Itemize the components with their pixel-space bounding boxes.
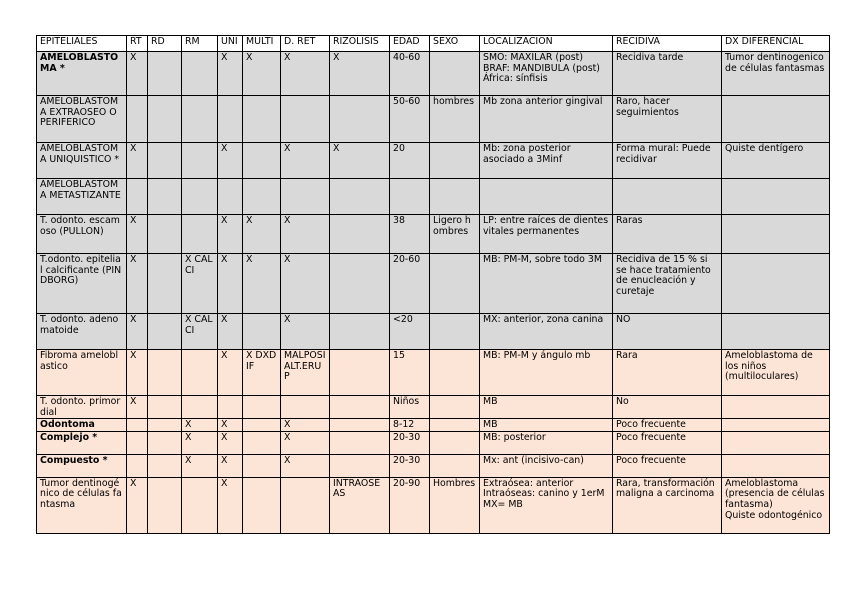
cell-uni bbox=[218, 215, 243, 254]
cell-line: Raras bbox=[616, 215, 643, 226]
cell-rt bbox=[127, 143, 148, 179]
cell-localizacion bbox=[480, 179, 613, 215]
cell-rm bbox=[182, 477, 218, 533]
cell-line: X bbox=[284, 143, 291, 154]
cell-line: Quiste odontogénico bbox=[725, 509, 823, 521]
cell-line: Ameloblastoma de los niños (multiloculares) bbox=[725, 350, 813, 383]
cell-line: MX= MB bbox=[483, 498, 523, 510]
cell-recidiva bbox=[613, 431, 722, 454]
cell-line: 8-12 bbox=[393, 419, 415, 431]
cell-line: 20 bbox=[393, 143, 405, 154]
cell-line: 20-30 bbox=[393, 454, 421, 466]
cell-rt bbox=[127, 96, 148, 143]
cell-localizacion bbox=[480, 52, 613, 96]
header-rd: RD bbox=[148, 36, 182, 52]
cell-d-ret bbox=[281, 454, 330, 477]
cell-multi bbox=[243, 215, 281, 254]
cell-dx-diferencial bbox=[722, 477, 830, 533]
cell-edad bbox=[390, 350, 430, 396]
cell-edad bbox=[390, 96, 430, 143]
cell-line: X bbox=[185, 454, 192, 466]
table-row bbox=[37, 431, 830, 454]
cell-line: Recidiva de 15 % si se hace tratamiento de enucleación y curetaje bbox=[616, 254, 711, 297]
cell-dx-diferencial bbox=[722, 419, 830, 432]
cell-line: MB: posterior bbox=[483, 431, 546, 443]
table-row bbox=[37, 477, 830, 533]
cell-localizacion bbox=[480, 454, 613, 477]
table-row bbox=[37, 254, 830, 314]
cell-recidiva bbox=[613, 96, 722, 143]
cell-recidiva bbox=[613, 314, 722, 350]
cell-rm bbox=[182, 419, 218, 432]
cell-rd bbox=[148, 179, 182, 215]
cell-dx-diferencial bbox=[722, 179, 830, 215]
cell-rizolisis bbox=[330, 419, 390, 432]
table-row bbox=[37, 454, 830, 477]
cell-line: No bbox=[616, 396, 629, 407]
cell-line: BRAF: MANDIBULA (post) bbox=[483, 62, 600, 74]
header-row bbox=[37, 36, 830, 52]
cell-epiteliales bbox=[37, 96, 127, 143]
cell-d-ret bbox=[281, 215, 330, 254]
cell-dx-diferencial bbox=[722, 314, 830, 350]
cell-line: hombres bbox=[433, 96, 475, 107]
cell-localizacion bbox=[480, 477, 613, 533]
cell-rm bbox=[182, 314, 218, 350]
table-row bbox=[37, 314, 830, 350]
header-localizacion: LOCALIZACION bbox=[480, 36, 613, 52]
cell-line: X bbox=[221, 52, 228, 63]
cell-line: Hombres bbox=[433, 477, 476, 489]
cell-line: 40-60 bbox=[393, 52, 421, 63]
cell-multi bbox=[243, 96, 281, 143]
cell-recidiva bbox=[613, 350, 722, 396]
cell-rizolisis bbox=[330, 454, 390, 477]
cell-sexo bbox=[430, 215, 480, 254]
cell-line: T. odonto. escamoso (PULLON) bbox=[40, 215, 120, 237]
cell-line: LP: entre raíces de dientes vitales permanentes bbox=[483, 215, 609, 237]
cell-line: X bbox=[284, 431, 291, 443]
cell-dx-diferencial bbox=[722, 143, 830, 179]
cell-line: <20 bbox=[393, 314, 413, 325]
cell-sexo bbox=[430, 314, 480, 350]
cell-line: X bbox=[246, 52, 253, 63]
cell-line: AMELOBLASTOMA UNIQUISTICO * bbox=[40, 143, 120, 165]
cell-recidiva bbox=[613, 143, 722, 179]
cell-line: MB: PM-M y ángulo mb bbox=[483, 350, 591, 361]
cell-line: Recidiva tarde bbox=[616, 52, 684, 63]
cell-line: Tumor dentinogenico de células fantasmas bbox=[725, 52, 825, 74]
cell-line: 20-60 bbox=[393, 254, 421, 265]
cell-edad bbox=[390, 431, 430, 454]
cell-rizolisis bbox=[330, 52, 390, 96]
cell-rd bbox=[148, 396, 182, 419]
cell-line: X bbox=[284, 254, 291, 265]
cell-rt bbox=[127, 454, 148, 477]
cell-rm bbox=[182, 179, 218, 215]
header-rt: RT bbox=[127, 36, 148, 52]
cell-uni bbox=[218, 431, 243, 454]
cell-line: X bbox=[246, 254, 253, 265]
cell-line: X bbox=[284, 419, 291, 431]
cell-edad bbox=[390, 215, 430, 254]
cell-uni bbox=[218, 396, 243, 419]
cell-sexo bbox=[430, 477, 480, 533]
cell-rizolisis bbox=[330, 179, 390, 215]
cell-sexo bbox=[430, 96, 480, 143]
cell-rt bbox=[127, 179, 148, 215]
cell-line: Ligero hombres bbox=[433, 215, 471, 237]
cell-line: X bbox=[284, 52, 291, 63]
cell-sexo bbox=[430, 431, 480, 454]
cell-uni bbox=[218, 477, 243, 533]
cell-line: T.odonto. epitelial calcificante (PINDBORG) bbox=[40, 254, 122, 287]
cell-line: MX: anterior, zona canina bbox=[483, 314, 604, 325]
cell-line: X bbox=[221, 419, 228, 431]
cell-line: Complejo * bbox=[40, 431, 98, 443]
cell-rizolisis bbox=[330, 96, 390, 143]
cell-line: X bbox=[130, 477, 137, 489]
header-sexo: SEXO bbox=[430, 36, 480, 52]
cell-line: X bbox=[333, 52, 340, 63]
cell-rt bbox=[127, 350, 148, 396]
cell-dx-diferencial bbox=[722, 96, 830, 143]
cell-line: Fibroma ameloblastico bbox=[40, 350, 119, 372]
cell-uni bbox=[218, 314, 243, 350]
cell-rm bbox=[182, 350, 218, 396]
header-uni: UNI bbox=[218, 36, 243, 52]
table-row bbox=[37, 143, 830, 179]
cell-line: X bbox=[221, 477, 228, 489]
cell-sexo bbox=[430, 454, 480, 477]
cell-line: Compuesto * bbox=[40, 454, 108, 466]
cell-rt bbox=[127, 254, 148, 314]
cell-line: SMO: MAXILAR (post) bbox=[483, 52, 583, 63]
cell-line: X bbox=[185, 419, 192, 431]
cell-line: X bbox=[221, 215, 228, 226]
cell-rm bbox=[182, 431, 218, 454]
cell-multi bbox=[243, 179, 281, 215]
cell-line: X bbox=[130, 396, 137, 407]
cell-dx-diferencial bbox=[722, 454, 830, 477]
cell-epiteliales bbox=[37, 143, 127, 179]
cell-dx-diferencial bbox=[722, 254, 830, 314]
cell-line: X bbox=[221, 350, 228, 361]
cell-rt bbox=[127, 419, 148, 432]
cell-line: NO bbox=[616, 314, 631, 325]
cell-line: AMELOBLASTOMA * bbox=[40, 52, 119, 74]
cell-rd bbox=[148, 143, 182, 179]
cell-edad bbox=[390, 254, 430, 314]
cell-line: Ameloblastoma (presencia de células fantasma) bbox=[725, 477, 825, 510]
table-row bbox=[37, 52, 830, 96]
cell-multi bbox=[243, 477, 281, 533]
cell-multi bbox=[243, 419, 281, 432]
cell-d-ret bbox=[281, 419, 330, 432]
cell-rt bbox=[127, 431, 148, 454]
cell-recidiva bbox=[613, 454, 722, 477]
cell-sexo bbox=[430, 419, 480, 432]
cell-uni bbox=[218, 179, 243, 215]
cell-line: MALPOSI ALT.ERUP bbox=[284, 350, 326, 383]
cell-line: X CALCI bbox=[185, 254, 213, 276]
cell-multi bbox=[243, 431, 281, 454]
cell-line: Rara bbox=[616, 350, 638, 361]
cell-line: Quiste dentígero bbox=[725, 143, 804, 154]
cell-epiteliales bbox=[37, 254, 127, 314]
header-rizolisis: RIZOLISIS bbox=[330, 36, 390, 52]
cell-edad bbox=[390, 454, 430, 477]
cell-dx-diferencial bbox=[722, 431, 830, 454]
cell-line: Poco frecuente bbox=[616, 454, 686, 466]
cell-sexo bbox=[430, 143, 480, 179]
cell-multi bbox=[243, 143, 281, 179]
cell-edad bbox=[390, 314, 430, 350]
cell-line: MB: PM-M, sobre todo 3M bbox=[483, 254, 602, 265]
cell-line: X bbox=[221, 431, 228, 443]
cell-d-ret bbox=[281, 179, 330, 215]
cell-localizacion bbox=[480, 396, 613, 419]
header-dx-diferencial: DX DIFERENCIAL bbox=[722, 36, 830, 52]
cell-line: MB bbox=[483, 419, 498, 431]
cell-line: X bbox=[221, 454, 228, 466]
cell-line: 20-90 bbox=[393, 477, 421, 489]
cell-line: X bbox=[221, 314, 228, 325]
cell-line: X bbox=[221, 143, 228, 154]
cell-epiteliales bbox=[37, 396, 127, 419]
table-row bbox=[37, 350, 830, 396]
cell-d-ret bbox=[281, 52, 330, 96]
cell-line: X DXDIF bbox=[246, 350, 277, 372]
cell-dx-diferencial bbox=[722, 215, 830, 254]
cell-sexo bbox=[430, 52, 480, 96]
cell-uni bbox=[218, 143, 243, 179]
cell-d-ret bbox=[281, 96, 330, 143]
cell-sexo bbox=[430, 254, 480, 314]
cell-recidiva bbox=[613, 254, 722, 314]
cell-rt bbox=[127, 396, 148, 419]
cell-line: X bbox=[221, 254, 228, 265]
cell-d-ret bbox=[281, 314, 330, 350]
cell-rd bbox=[148, 215, 182, 254]
cell-line: X bbox=[246, 215, 253, 226]
cell-uni bbox=[218, 350, 243, 396]
cell-recidiva bbox=[613, 396, 722, 419]
cell-multi bbox=[243, 254, 281, 314]
cell-uni bbox=[218, 52, 243, 96]
cell-line: MB bbox=[483, 396, 498, 407]
cell-edad bbox=[390, 143, 430, 179]
cell-dx-diferencial bbox=[722, 350, 830, 396]
cell-rd bbox=[148, 454, 182, 477]
cell-rizolisis bbox=[330, 314, 390, 350]
header-edad: EDAD bbox=[390, 36, 430, 52]
header-multi: MULTI bbox=[243, 36, 281, 52]
cell-line: T. odonto. primordial bbox=[40, 396, 121, 418]
cell-line: X bbox=[284, 215, 291, 226]
cell-localizacion bbox=[480, 143, 613, 179]
cell-uni bbox=[218, 96, 243, 143]
cell-line: Odontoma bbox=[40, 419, 95, 431]
cell-rd bbox=[148, 477, 182, 533]
cell-localizacion bbox=[480, 314, 613, 350]
cell-line: T. odonto. adenomatoide bbox=[40, 314, 119, 336]
cell-edad bbox=[390, 396, 430, 419]
cell-rt bbox=[127, 314, 148, 350]
cell-line: X bbox=[333, 143, 340, 154]
cell-line: X bbox=[130, 350, 137, 361]
header-recidiva: RECIDIVA bbox=[613, 36, 722, 52]
cell-rt bbox=[127, 477, 148, 533]
cell-sexo bbox=[430, 396, 480, 419]
cell-epiteliales bbox=[37, 431, 127, 454]
cell-uni bbox=[218, 254, 243, 314]
cell-recidiva bbox=[613, 179, 722, 215]
cell-line: AMELOBLASTOMA EXTRAOSEO O PERIFERICO bbox=[40, 96, 119, 129]
cell-rd bbox=[148, 52, 182, 96]
table-row bbox=[37, 179, 830, 215]
cell-line: Tumor dentinogénico de células fantasma bbox=[40, 477, 122, 510]
cell-recidiva bbox=[613, 215, 722, 254]
cell-line: Forma mural: Puede recidivar bbox=[616, 143, 711, 165]
cell-line: 20-30 bbox=[393, 431, 421, 443]
cell-uni bbox=[218, 419, 243, 432]
cell-d-ret bbox=[281, 350, 330, 396]
cell-localizacion bbox=[480, 254, 613, 314]
cell-d-ret bbox=[281, 477, 330, 533]
cell-line: Rara, transformación maligna a carcinoma bbox=[616, 477, 715, 500]
cell-line: Intraóseas: canino y 1erM bbox=[483, 488, 605, 500]
cell-line: África: sínfisis bbox=[483, 73, 548, 85]
cell-rm bbox=[182, 454, 218, 477]
cell-epiteliales bbox=[37, 419, 127, 432]
cell-edad bbox=[390, 52, 430, 96]
cell-recidiva bbox=[613, 477, 722, 533]
cell-d-ret bbox=[281, 143, 330, 179]
cell-rt bbox=[127, 215, 148, 254]
cell-epiteliales bbox=[37, 52, 127, 96]
cell-line: X bbox=[130, 314, 137, 325]
cell-localizacion bbox=[480, 419, 613, 432]
cell-multi bbox=[243, 350, 281, 396]
cell-rizolisis bbox=[330, 254, 390, 314]
cell-edad bbox=[390, 179, 430, 215]
cell-line: Raro, hacer seguimientos bbox=[616, 96, 679, 118]
cell-line: Niños bbox=[393, 396, 420, 407]
cell-sexo bbox=[430, 350, 480, 396]
cell-multi bbox=[243, 52, 281, 96]
cell-recidiva bbox=[613, 419, 722, 432]
cell-rizolisis bbox=[330, 215, 390, 254]
cell-multi bbox=[243, 396, 281, 419]
cell-line: X bbox=[130, 52, 137, 63]
cell-edad bbox=[390, 419, 430, 432]
cell-line: X bbox=[130, 143, 137, 154]
cell-epiteliales bbox=[37, 314, 127, 350]
table-row bbox=[37, 396, 830, 419]
cell-localizacion bbox=[480, 350, 613, 396]
cell-rd bbox=[148, 350, 182, 396]
cell-rd bbox=[148, 431, 182, 454]
header-epiteliales: EPITELIALES bbox=[37, 36, 127, 52]
cell-d-ret bbox=[281, 396, 330, 419]
cell-rm bbox=[182, 254, 218, 314]
cell-rm bbox=[182, 396, 218, 419]
cell-localizacion bbox=[480, 215, 613, 254]
table-row bbox=[37, 215, 830, 254]
cell-epiteliales bbox=[37, 350, 127, 396]
cell-rm bbox=[182, 215, 218, 254]
cell-epiteliales bbox=[37, 477, 127, 533]
cell-line: Mx: ant (incisivo-can) bbox=[483, 454, 584, 466]
cell-rd bbox=[148, 96, 182, 143]
cell-rd bbox=[148, 254, 182, 314]
cell-d-ret bbox=[281, 254, 330, 314]
header-d-ret: D. RET bbox=[281, 36, 330, 52]
tumor-table bbox=[36, 35, 830, 534]
cell-dx-diferencial bbox=[722, 52, 830, 96]
cell-line: 50-60 bbox=[393, 96, 421, 107]
cell-line: INTRAOSEAS bbox=[333, 477, 381, 500]
cell-line: 38 bbox=[393, 215, 405, 226]
cell-edad bbox=[390, 477, 430, 533]
cell-line: X bbox=[284, 454, 291, 466]
cell-line: X bbox=[130, 254, 137, 265]
cell-rd bbox=[148, 314, 182, 350]
cell-recidiva bbox=[613, 52, 722, 96]
cell-rm bbox=[182, 52, 218, 96]
header-rm: RM bbox=[182, 36, 218, 52]
cell-line: Mb zona anterior gingival bbox=[483, 96, 603, 107]
cell-localizacion bbox=[480, 96, 613, 143]
cell-dx-diferencial bbox=[722, 396, 830, 419]
cell-rm bbox=[182, 143, 218, 179]
cell-line: Poco frecuente bbox=[616, 419, 686, 431]
cell-line: Poco frecuente bbox=[616, 431, 686, 443]
cell-line: X CALCI bbox=[185, 314, 213, 336]
cell-epiteliales bbox=[37, 215, 127, 254]
cell-localizacion bbox=[480, 431, 613, 454]
cell-d-ret bbox=[281, 431, 330, 454]
cell-epiteliales bbox=[37, 454, 127, 477]
cell-rizolisis bbox=[330, 396, 390, 419]
cell-rizolisis bbox=[330, 350, 390, 396]
cell-multi bbox=[243, 454, 281, 477]
cell-line: X bbox=[185, 431, 192, 443]
cell-rd bbox=[148, 419, 182, 432]
cell-uni bbox=[218, 454, 243, 477]
cell-rizolisis bbox=[330, 477, 390, 533]
table-row bbox=[37, 96, 830, 143]
table-row bbox=[37, 419, 830, 432]
cell-sexo bbox=[430, 179, 480, 215]
cell-line: Mb: zona posterior asociado a 3Minf bbox=[483, 143, 571, 165]
cell-rizolisis bbox=[330, 431, 390, 454]
cell-line: X bbox=[130, 215, 137, 226]
cell-rt bbox=[127, 52, 148, 96]
cell-rm bbox=[182, 96, 218, 143]
cell-line: AMELOBLASTOMA METASTIZANTE bbox=[40, 179, 121, 201]
cell-multi bbox=[243, 314, 281, 350]
cell-line: Extraósea: anterior bbox=[483, 477, 574, 489]
cell-epiteliales bbox=[37, 179, 127, 215]
cell-rizolisis bbox=[330, 143, 390, 179]
cell-line: 15 bbox=[393, 350, 405, 361]
cell-line: X bbox=[284, 314, 291, 325]
